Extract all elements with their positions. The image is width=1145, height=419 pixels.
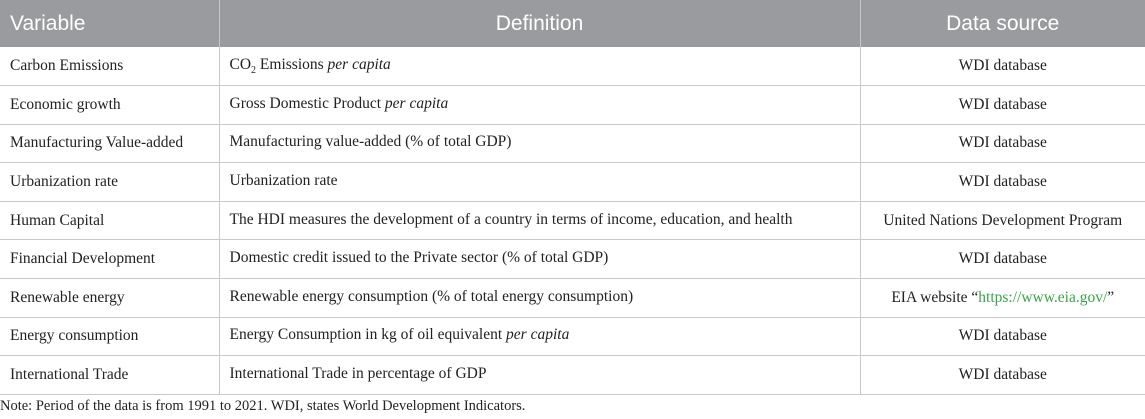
cell-data-source xyxy=(860,317,1145,356)
cell-variable: Carbon Emissions xyxy=(0,47,219,86)
definition-text: Urbanization rate xyxy=(229,172,338,190)
table-row xyxy=(0,47,1145,86)
table-header xyxy=(0,0,1145,47)
cell-variable: International Trade xyxy=(0,356,219,395)
definition-subscript: 2 xyxy=(251,65,257,77)
definition-text: International Trade in percentage of GDP xyxy=(229,365,487,382)
table-note: Note: Period of the data is from 1991 to 2021. WDI, states World Development Indicators. xyxy=(0,398,526,414)
cell-variable: Renewable energy xyxy=(0,279,219,318)
header-row xyxy=(0,0,1145,47)
table-row xyxy=(0,163,1145,202)
source-text: EIA website “ xyxy=(891,288,979,306)
header-variable: Variable xyxy=(0,0,219,47)
definition-prefix: CO xyxy=(229,56,252,73)
header-definition: Definition xyxy=(219,0,860,47)
source-text: United Nations Development Program xyxy=(883,211,1123,229)
source-text: WDI database xyxy=(958,57,1047,75)
definition-text: Domestic credit issued to the Private sector (% of total GDP) xyxy=(229,249,609,267)
cell-definition xyxy=(219,279,860,318)
cell-data-source xyxy=(860,163,1145,202)
cell-data-source xyxy=(860,279,1145,318)
cell-variable: Financial Development xyxy=(0,240,219,279)
cell-definition xyxy=(219,317,860,356)
definition-text: Energy Consumption in kg of oil equivalent xyxy=(229,326,507,344)
definition-text: Emissions xyxy=(256,56,328,73)
header-data-source: Data source xyxy=(946,11,1060,35)
cell-data-source xyxy=(860,86,1145,125)
table-body xyxy=(0,47,1145,394)
cell-data-source xyxy=(860,356,1145,395)
definition-text: Manufacturing value-added (% of total GDP) xyxy=(229,133,512,151)
cell-definition xyxy=(219,356,860,395)
cell-data-source xyxy=(860,47,1145,86)
cell-data-source xyxy=(860,124,1145,163)
cell-definition xyxy=(219,163,860,202)
definition-text: The HDI measures the development of a country in terms of income, education, and health xyxy=(229,210,793,228)
cell-variable: Urbanization rate xyxy=(0,163,219,202)
cell-definition xyxy=(219,240,860,279)
definition-text: Renewable energy consumption (% of total energy consumption) xyxy=(229,287,634,305)
cell-definition xyxy=(219,86,860,125)
source-text: WDI database xyxy=(958,134,1047,152)
table-row xyxy=(0,240,1145,279)
source-text: WDI database xyxy=(958,173,1047,191)
table-row xyxy=(0,279,1145,318)
source-text: WDI database xyxy=(958,327,1047,345)
source-text: WDI database xyxy=(958,366,1047,384)
cell-variable: Manufacturing Value-added xyxy=(0,124,219,163)
cell-data-source xyxy=(860,201,1145,240)
cell-data-source xyxy=(860,240,1145,279)
definition-italic: per capita xyxy=(506,326,570,344)
table-row xyxy=(0,317,1145,356)
source-text: WDI database xyxy=(958,250,1047,268)
source-link[interactable]: https://www.eia.gov/ xyxy=(978,288,1108,306)
table-row xyxy=(0,124,1145,163)
cell-definition xyxy=(219,201,860,240)
definition-italic: per capita xyxy=(384,94,449,112)
cell-definition xyxy=(219,124,860,163)
source-text: WDI database xyxy=(958,95,1047,113)
definition-text: Gross Domestic Product xyxy=(229,94,385,112)
source-suffix: ” xyxy=(1107,288,1115,306)
definition-italic: per capita xyxy=(327,56,391,73)
table-row xyxy=(0,201,1145,240)
cell-variable: Energy consumption xyxy=(0,317,219,356)
cell-variable: Economic growth xyxy=(0,86,219,125)
cell-variable: Human Capital xyxy=(0,201,219,240)
cell-definition xyxy=(219,47,860,86)
table-row xyxy=(0,86,1145,125)
table-row xyxy=(0,356,1145,395)
